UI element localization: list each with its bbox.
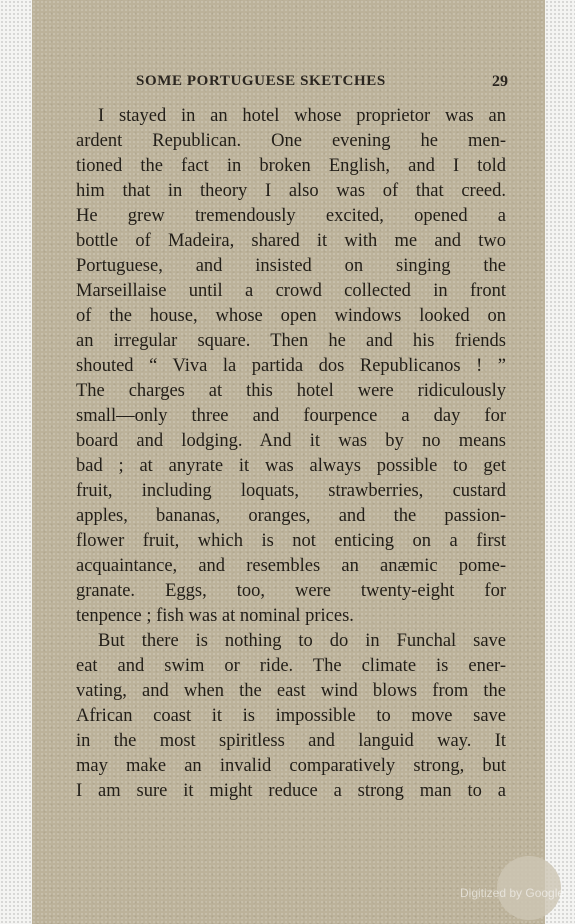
text-line: tioned the fact in broken English, and I told: [76, 156, 506, 176]
text-line: tenpence ; fish was at nominal prices.: [76, 606, 354, 626]
text-line: of the house, whose open windows looked on: [76, 306, 506, 326]
text-line: fruit, including loquats, strawberries, custard: [76, 481, 506, 501]
text-line: He grew tremendously excited, opened a: [76, 206, 506, 226]
text-line: Marseillaise until a crowd collected in front: [76, 281, 506, 301]
watermark: Digitized by Google: [460, 886, 565, 900]
page-header: [136, 73, 508, 93]
text-line: eat and swim or ride. The climate is ener-: [76, 656, 506, 676]
page-number: 29: [492, 73, 508, 90]
text-line: The charges at this hotel were ridiculously: [76, 381, 506, 401]
scan-right-margin: [545, 0, 575, 924]
scan-left-margin: [0, 0, 32, 924]
text-line: African coast it is impossible to move save: [76, 706, 506, 726]
text-line: board and lodging. And it was by no means: [76, 431, 506, 451]
text-line: But there is nothing to do in Funchal save: [98, 631, 506, 651]
text-line: him that in theory I also was of that creed.: [76, 181, 506, 201]
text-line: acquaintance, and resembles an anæmic pome-: [76, 556, 506, 576]
text-line: in the most spiritless and languid way. It: [76, 731, 506, 751]
text-line: apples, bananas, oranges, and the passion-: [76, 506, 506, 526]
text-line: granate. Eggs, too, were twenty-eight for: [76, 581, 506, 601]
text-line: shouted “ Viva la partida dos Republicanos ! ”: [76, 356, 506, 376]
text-line: vating, and when the east wind blows from the: [76, 681, 506, 701]
text-line: small—only three and fourpence a day for: [76, 406, 506, 426]
paragraph-2: [76, 629, 506, 804]
text-line: may make an invalid comparatively strong, but: [76, 756, 506, 776]
text-line: I am sure it might reduce a strong man to a: [76, 781, 506, 801]
text-line: an irregular square. Then he and his friends: [76, 331, 506, 351]
text-line: flower fruit, which is not enticing on a first: [76, 531, 506, 551]
text-line: ardent Republican. One evening he men-: [76, 131, 506, 151]
text-line: bottle of Madeira, shared it with me and two: [76, 231, 506, 251]
text-line: I stayed in an hotel whose proprietor was an: [98, 106, 506, 126]
paragraph-1: [76, 104, 506, 629]
text-line: bad ; at anyrate it was always possible to get: [76, 456, 506, 476]
running-head: SOME PORTUGUESE SKETCHES: [136, 73, 386, 89]
text-line: Portuguese, and insisted on singing the: [76, 256, 506, 276]
body-text: [76, 104, 506, 804]
